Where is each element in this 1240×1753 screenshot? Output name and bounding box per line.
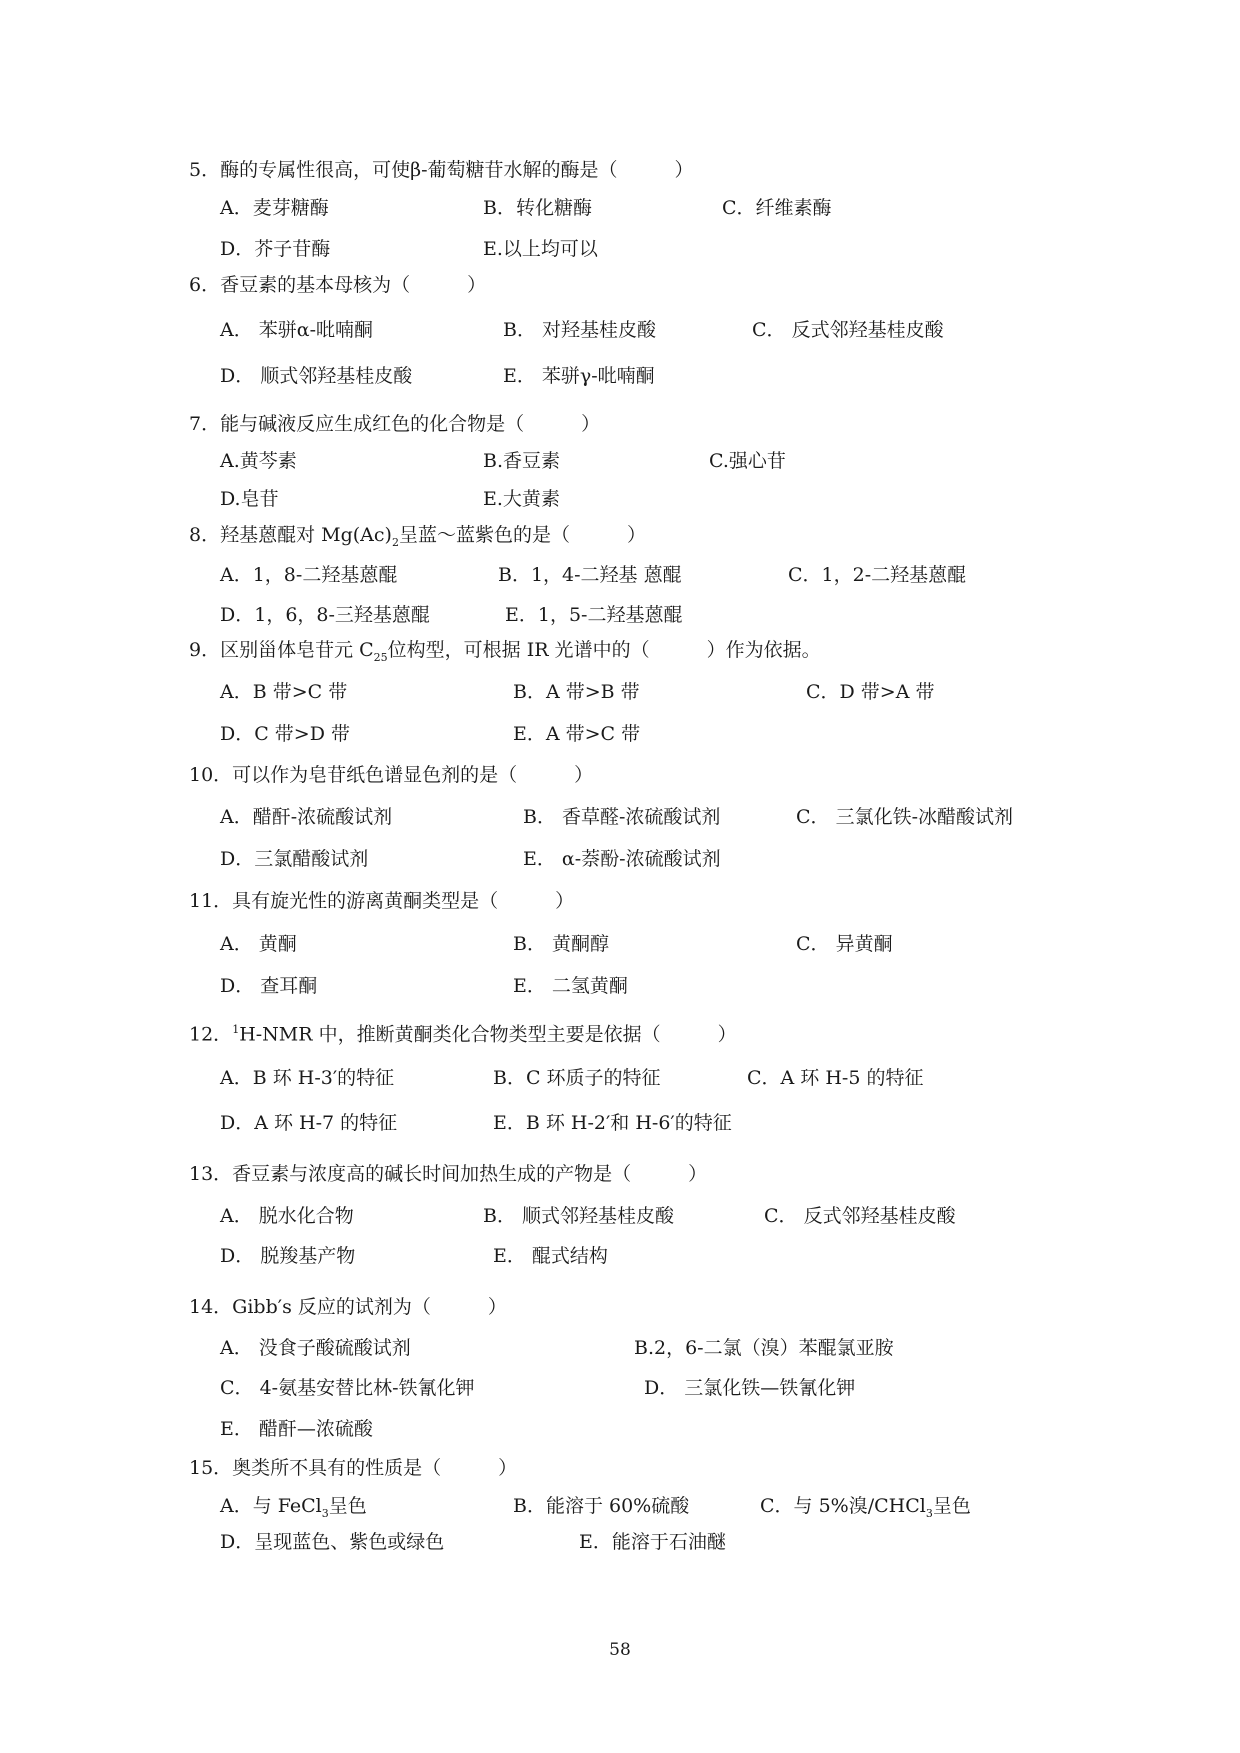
q10-option-a: A．醋酐-浓硫酸试剂 <box>220 806 393 828</box>
q7-option-a: A.黄芩素 <box>220 450 297 472</box>
q15-option-c: C．与 5%溴/CHCl$_3$呈色 <box>760 1495 971 1520</box>
question-10-stem: 10．可以作为皂苷纸色谱显色剂的是（ ） <box>189 764 594 786</box>
q15-option-e: E．能溶于石油醚 <box>579 1531 726 1553</box>
q10-option-b: B． 香草醛-浓硫酸试剂 <box>523 806 721 828</box>
q10-option-e: E． α-萘酚-浓硫酸试剂 <box>523 848 721 870</box>
q5-option-e: E.以上均可以 <box>483 238 598 260</box>
q8-option-d: D．1，6，8-三羟基蒽醌 <box>220 604 430 626</box>
question-11-stem: 11．具有旋光性的游离黄酮类型是（ ） <box>189 890 575 912</box>
q8-option-a: A．1，8-二羟基蒽醌 <box>220 564 398 586</box>
q13-option-a: A． 脱水化合物 <box>220 1205 354 1227</box>
q9-option-c: C．D 带>A 带 <box>806 681 935 703</box>
q14-option-b: B.2，6-二氯（溴）苯醌氯亚胺 <box>634 1337 894 1359</box>
q8-option-c: C．1，2-二羟基蒽醌 <box>788 564 967 586</box>
q7-option-d: D.皂苷 <box>220 488 279 510</box>
q9-option-e: E．A 带>C 带 <box>513 723 641 745</box>
q10-option-d: D．三氯醋酸试剂 <box>220 848 369 870</box>
q8-option-b: B．1，4-二羟基 蒽醌 <box>498 564 682 586</box>
q12-option-e: E．B 环 H-2′和 H-6′的特征 <box>493 1112 732 1134</box>
q12-option-c: C．A 环 H-5 的特征 <box>747 1067 924 1089</box>
q11-option-b: B． 黄酮醇 <box>513 933 610 955</box>
q12-option-a: A．B 环 H-3′的特征 <box>220 1067 395 1089</box>
q15-option-b: B．能溶于 60%硫酸 <box>513 1495 690 1517</box>
q9-option-b: B．A 带>B 带 <box>513 681 640 703</box>
q13-option-e: E． 醌式结构 <box>493 1245 608 1267</box>
q13-option-b: B． 顺式邻羟基桂皮酸 <box>483 1205 675 1227</box>
q6-option-e: E． 苯骈γ-吡喃酮 <box>503 365 655 387</box>
q14-option-d: D． 三氯化铁—铁氰化钾 <box>644 1377 856 1399</box>
q5-option-a: A．麦芽糖酶 <box>220 197 329 219</box>
question-8-stem: 8．羟基蒽醌对 $Mg(Ac)_2$呈蓝～蓝紫色的是（ ） <box>189 524 646 549</box>
q5-option-d: D．芥子苷酶 <box>220 238 331 260</box>
q14-option-c: C． 4-氨基安替比林-铁氰化钾 <box>220 1377 475 1399</box>
q13-option-d: D． 脱羧基产物 <box>220 1245 356 1267</box>
q15-option-a: A．与 FeCl$_3$呈色 <box>220 1495 367 1520</box>
q11-option-c: C． 异黄酮 <box>796 933 893 955</box>
q12-option-b: B．C 环质子的特征 <box>493 1067 661 1089</box>
question-15-stem: 15．奥类所不具有的性质是（ ） <box>189 1457 518 1479</box>
question-7-stem: 7．能与碱液反应生成红色的化合物是（ ） <box>189 413 601 435</box>
q11-option-e: E． 二氢黄酮 <box>513 975 628 997</box>
q14-option-e: E． 醋酐—浓硫酸 <box>220 1418 373 1440</box>
question-12-stem: 12．$^1$H-NMR 中，推断黄酮类化合物类型主要是依据（ ） <box>189 1023 737 1046</box>
q6-option-b: B． 对羟基桂皮酸 <box>503 319 657 341</box>
q9-option-a: A．B 带>C 带 <box>220 681 348 703</box>
question-5-stem: 5．酶的专属性很高，可使β-葡萄糖苷水解的酶是（ ） <box>189 159 694 181</box>
question-14-stem: 14．Gibb′s 反应的试剂为（ ） <box>189 1296 507 1318</box>
q12-option-d: D．A 环 H-7 的特征 <box>220 1112 398 1134</box>
q15-option-d: D．呈现蓝色、紫色或绿色 <box>220 1531 445 1553</box>
q6-option-a: A． 苯骈α-吡喃酮 <box>220 319 374 341</box>
q14-option-a: A． 没食子酸硫酸试剂 <box>220 1337 411 1359</box>
q13-option-c: C． 反式邻羟基桂皮酸 <box>764 1205 956 1227</box>
question-6-stem: 6．香豆素的基本母核为（ ） <box>189 274 487 296</box>
q6-option-d: D． 顺式邻羟基桂皮酸 <box>220 365 413 387</box>
question-9-stem: 9．区别甾体皂苷元 $C_{25}$位构型，可根据 IR 光谱中的（ ）作为依据。 <box>189 639 821 664</box>
q9-option-d: D．C 带>D 带 <box>220 723 351 745</box>
q11-option-a: A． 黄酮 <box>220 933 297 955</box>
q6-option-c: C． 反式邻羟基桂皮酸 <box>752 319 944 341</box>
question-13-stem: 13．香豆素与浓度高的碱长时间加热生成的产物是（ ） <box>189 1163 708 1185</box>
q7-option-e: E.大黄素 <box>483 488 560 510</box>
q10-option-c: C． 三氯化铁-冰醋酸试剂 <box>796 806 1013 828</box>
q7-option-b: B.香豆素 <box>483 450 561 472</box>
q7-option-c: C.强心苷 <box>709 450 786 472</box>
q5-option-b: B．转化糖酶 <box>483 197 592 219</box>
q8-option-e: E．1，5-二羟基蒽醌 <box>505 604 683 626</box>
q5-option-c: C．纤维素酶 <box>722 197 832 219</box>
q11-option-d: D． 查耳酮 <box>220 975 318 997</box>
page-number: 58 <box>609 1640 631 1660</box>
